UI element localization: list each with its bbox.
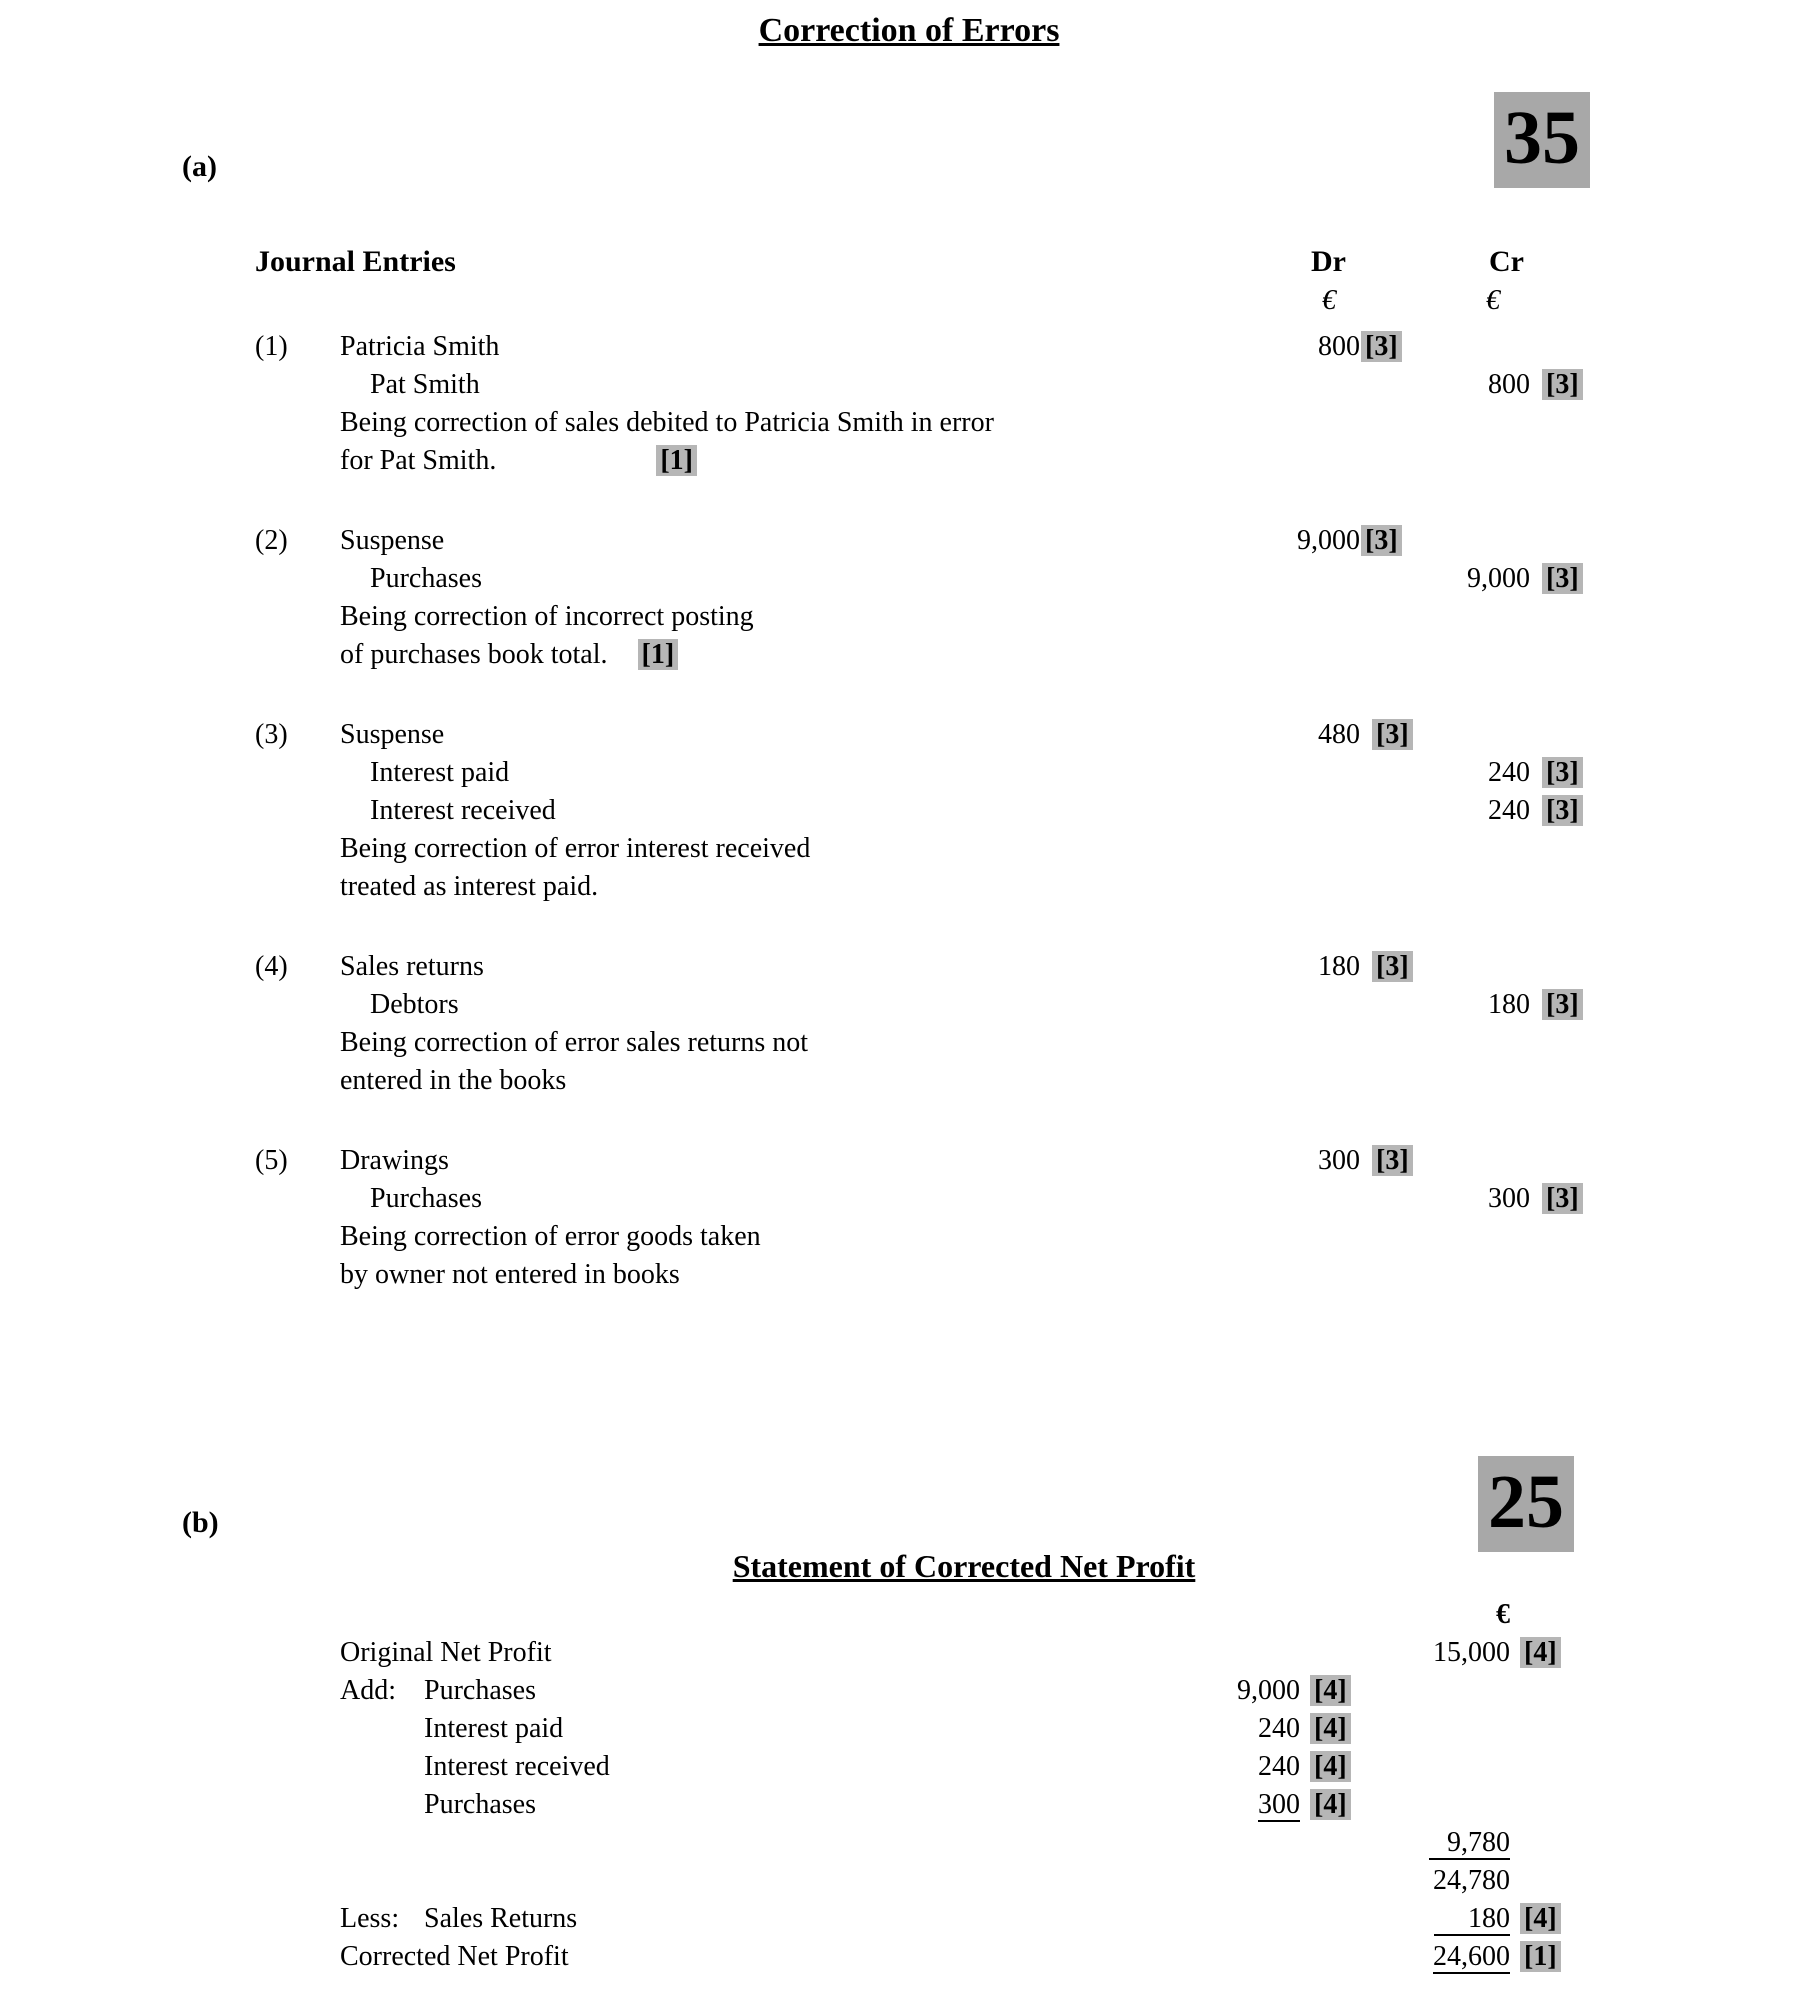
journal-row	[255, 792, 1600, 830]
mark-cell	[1510, 1900, 1570, 1938]
mark-cell	[1300, 1748, 1362, 1786]
journal-row	[255, 522, 1600, 560]
credit-account: Purchases	[370, 563, 482, 594]
credit-account: Purchases	[370, 1183, 482, 1214]
debit-amount: 480	[1318, 719, 1360, 750]
journal-row	[255, 1024, 1600, 1062]
mark-cell	[1300, 1710, 1362, 1748]
statement-heading: Statement of Corrected Net Profit	[732, 1548, 1196, 1584]
entry-number: (2)	[255, 525, 288, 556]
section-a-score-badge: 35	[1494, 92, 1590, 188]
narration-line	[340, 442, 1590, 480]
journal-row	[255, 868, 1600, 906]
statement-label: Interest paid	[424, 1713, 564, 1744]
entry-number: (1)	[255, 331, 288, 362]
statement-label	[340, 1672, 1040, 1710]
mark-badge: [4]	[1520, 1903, 1561, 1934]
journal-entry-4	[255, 948, 1600, 1100]
debit-amount: 800	[1318, 331, 1360, 362]
statement-row	[340, 1900, 1575, 1938]
narration-line: entered in the books	[340, 1065, 567, 1096]
credit-mark-cell	[1530, 754, 1590, 792]
mark-badge: [3]	[1542, 795, 1583, 826]
credit-mark-cell	[1530, 366, 1590, 404]
debit-mark-cell	[1360, 948, 1420, 986]
journal-row	[255, 404, 1600, 442]
statement-subtotal	[1362, 1824, 1510, 1862]
section-a-label: (a)	[182, 150, 217, 183]
mark-badge: [3]	[1361, 331, 1402, 362]
mark-badge: [4]	[1520, 1637, 1561, 1668]
cr-column-header: Cr	[1489, 245, 1524, 278]
journal-row	[255, 830, 1600, 868]
credit-mark-cell	[1530, 560, 1590, 598]
debit-account: Suspense	[340, 719, 445, 750]
debit-amount: 9,000	[1297, 525, 1360, 556]
credit-amount: 240	[1488, 795, 1530, 826]
journal-row	[255, 442, 1600, 480]
entry-number: (4)	[255, 951, 288, 982]
credit-amount: 800	[1488, 369, 1530, 400]
statement-amount: 15,000	[1433, 1637, 1510, 1668]
journal-row	[255, 1218, 1600, 1256]
statement-row	[340, 1862, 1575, 1900]
statement-label: Purchases	[424, 1789, 536, 1820]
mark-badge: [4]	[1310, 1751, 1351, 1782]
mark-badge: [1]	[1520, 1941, 1561, 1972]
statement-label	[340, 1900, 1040, 1938]
statement-total	[1362, 1938, 1510, 1976]
credit-amount: 300	[1488, 1183, 1530, 1214]
underlined-amount: 24,600	[1433, 1941, 1510, 1972]
mark-badge: [1]	[638, 639, 679, 670]
row-prefix: Less:	[340, 1903, 400, 1934]
mark-badge: [4]	[1310, 1789, 1351, 1820]
journal-entries-table	[255, 242, 1600, 1336]
debit-account: Patricia Smith	[340, 331, 500, 362]
mark-cell	[1510, 1938, 1570, 1976]
mark-badge: [3]	[1372, 1145, 1413, 1176]
journal-row	[255, 1256, 1600, 1294]
mark-badge: [1]	[656, 445, 697, 476]
credit-account: Interest received	[370, 795, 556, 826]
mark-badge: [4]	[1310, 1713, 1351, 1744]
mark-badge: [3]	[1361, 525, 1402, 556]
statement-label: Original Net Profit	[340, 1637, 552, 1668]
narration-line: treated as interest paid.	[340, 871, 599, 902]
narration-line: Being correction of sales debited to Patricia Smith in error	[340, 407, 994, 438]
journal-row	[255, 328, 1600, 366]
statement-amount	[1362, 1900, 1510, 1938]
journal-row	[255, 754, 1600, 792]
statement-currency-symbol: €	[1496, 1599, 1510, 1630]
statement-amount	[1040, 1786, 1300, 1824]
narration-line	[340, 636, 1590, 674]
journal-row	[255, 716, 1600, 754]
section-b-score-badge: 25	[1478, 1456, 1574, 1552]
debit-mark-cell	[1360, 522, 1420, 560]
credit-amount: 180	[1488, 989, 1530, 1020]
mark-badge: [3]	[1542, 989, 1583, 1020]
statement-table	[340, 1596, 1575, 1976]
debit-account: Drawings	[340, 1145, 449, 1176]
row-prefix: Add:	[340, 1675, 396, 1706]
underlined-amount: 180	[1434, 1903, 1510, 1936]
journal-row	[255, 366, 1600, 404]
narration-line: Being correction of error interest received	[340, 833, 811, 864]
debit-amount: 300	[1318, 1145, 1360, 1176]
credit-mark-cell	[1530, 1180, 1590, 1218]
mark-cell	[1300, 1786, 1362, 1824]
mark-badge: [3]	[1372, 719, 1413, 750]
mark-badge: [3]	[1372, 951, 1413, 982]
entry-number: (3)	[255, 719, 288, 750]
mark-badge: [4]	[1310, 1675, 1351, 1706]
underlined-amount: 300	[1258, 1789, 1300, 1820]
journal-row	[255, 636, 1600, 674]
mark-badge: [3]	[1542, 563, 1583, 594]
narration-line: by owner not entered in books	[340, 1259, 680, 1290]
debit-amount: 180	[1318, 951, 1360, 982]
mark-badge: [3]	[1542, 1183, 1583, 1214]
mark-cell	[1510, 1634, 1570, 1672]
credit-account: Debtors	[370, 989, 459, 1020]
statement-row	[340, 1824, 1575, 1862]
narration-text: of purchases book total.	[340, 639, 608, 670]
dr-column-header: Dr	[1311, 245, 1346, 278]
underlined-amount: 9,780	[1429, 1827, 1510, 1860]
journal-row	[255, 1142, 1600, 1180]
statement-subtotal: 24,780	[1433, 1865, 1510, 1896]
statement-amount: 9,000	[1237, 1675, 1300, 1706]
narration-line: Being correction of error goods taken	[340, 1221, 761, 1252]
journal-header-row	[255, 242, 1600, 282]
journal-row	[255, 986, 1600, 1024]
narration-line: Being correction of incorrect posting	[340, 601, 754, 632]
section-b-label: (b)	[182, 1506, 219, 1539]
statement-row	[340, 1786, 1575, 1824]
journal-entry-1	[255, 328, 1600, 480]
row-label-text: Sales Returns	[424, 1903, 578, 1934]
credit-account: Interest paid	[370, 757, 510, 788]
journal-entry-2	[255, 522, 1600, 674]
statement-label: Corrected Net Profit	[340, 1941, 569, 1972]
debit-account: Suspense	[340, 525, 445, 556]
cr-currency-symbol: €	[1486, 285, 1500, 316]
statement-label: Interest received	[424, 1751, 610, 1782]
entry-number: (5)	[255, 1145, 288, 1176]
debit-account: Sales returns	[340, 951, 484, 982]
credit-mark-cell	[1530, 792, 1590, 830]
narration-text: for Pat Smith.	[340, 445, 497, 476]
journal-row	[255, 948, 1600, 986]
journal-row	[255, 1062, 1600, 1100]
statement-currency-row	[340, 1596, 1575, 1634]
document-title: Correction of Errors	[758, 12, 1060, 49]
journal-row	[255, 1180, 1600, 1218]
journal-row	[255, 598, 1600, 636]
narration-line: Being correction of error sales returns not	[340, 1027, 809, 1058]
statement-amount: 240	[1258, 1751, 1300, 1782]
debit-mark-cell	[1360, 1142, 1420, 1180]
statement-row	[340, 1710, 1575, 1748]
currency-header-row	[255, 282, 1600, 320]
statement-row	[340, 1938, 1575, 1976]
debit-mark-cell	[1360, 716, 1420, 754]
dr-currency-symbol: €	[1322, 285, 1336, 316]
journal-entry-5	[255, 1142, 1600, 1294]
credit-amount: 240	[1488, 757, 1530, 788]
credit-mark-cell	[1530, 986, 1590, 1024]
credit-amount: 9,000	[1467, 563, 1530, 594]
journal-row	[255, 560, 1600, 598]
credit-account: Pat Smith	[370, 369, 480, 400]
statement-row	[340, 1672, 1575, 1710]
debit-mark-cell	[1360, 328, 1420, 366]
mark-badge: [3]	[1542, 369, 1583, 400]
mark-badge: [3]	[1542, 757, 1583, 788]
mark-cell	[1300, 1672, 1362, 1710]
row-label-text: Purchases	[424, 1675, 536, 1706]
statement-row	[340, 1748, 1575, 1786]
statement-row	[340, 1634, 1575, 1672]
journal-heading: Journal Entries	[255, 245, 456, 278]
statement-amount: 240	[1258, 1713, 1300, 1744]
journal-entry-3	[255, 716, 1600, 906]
